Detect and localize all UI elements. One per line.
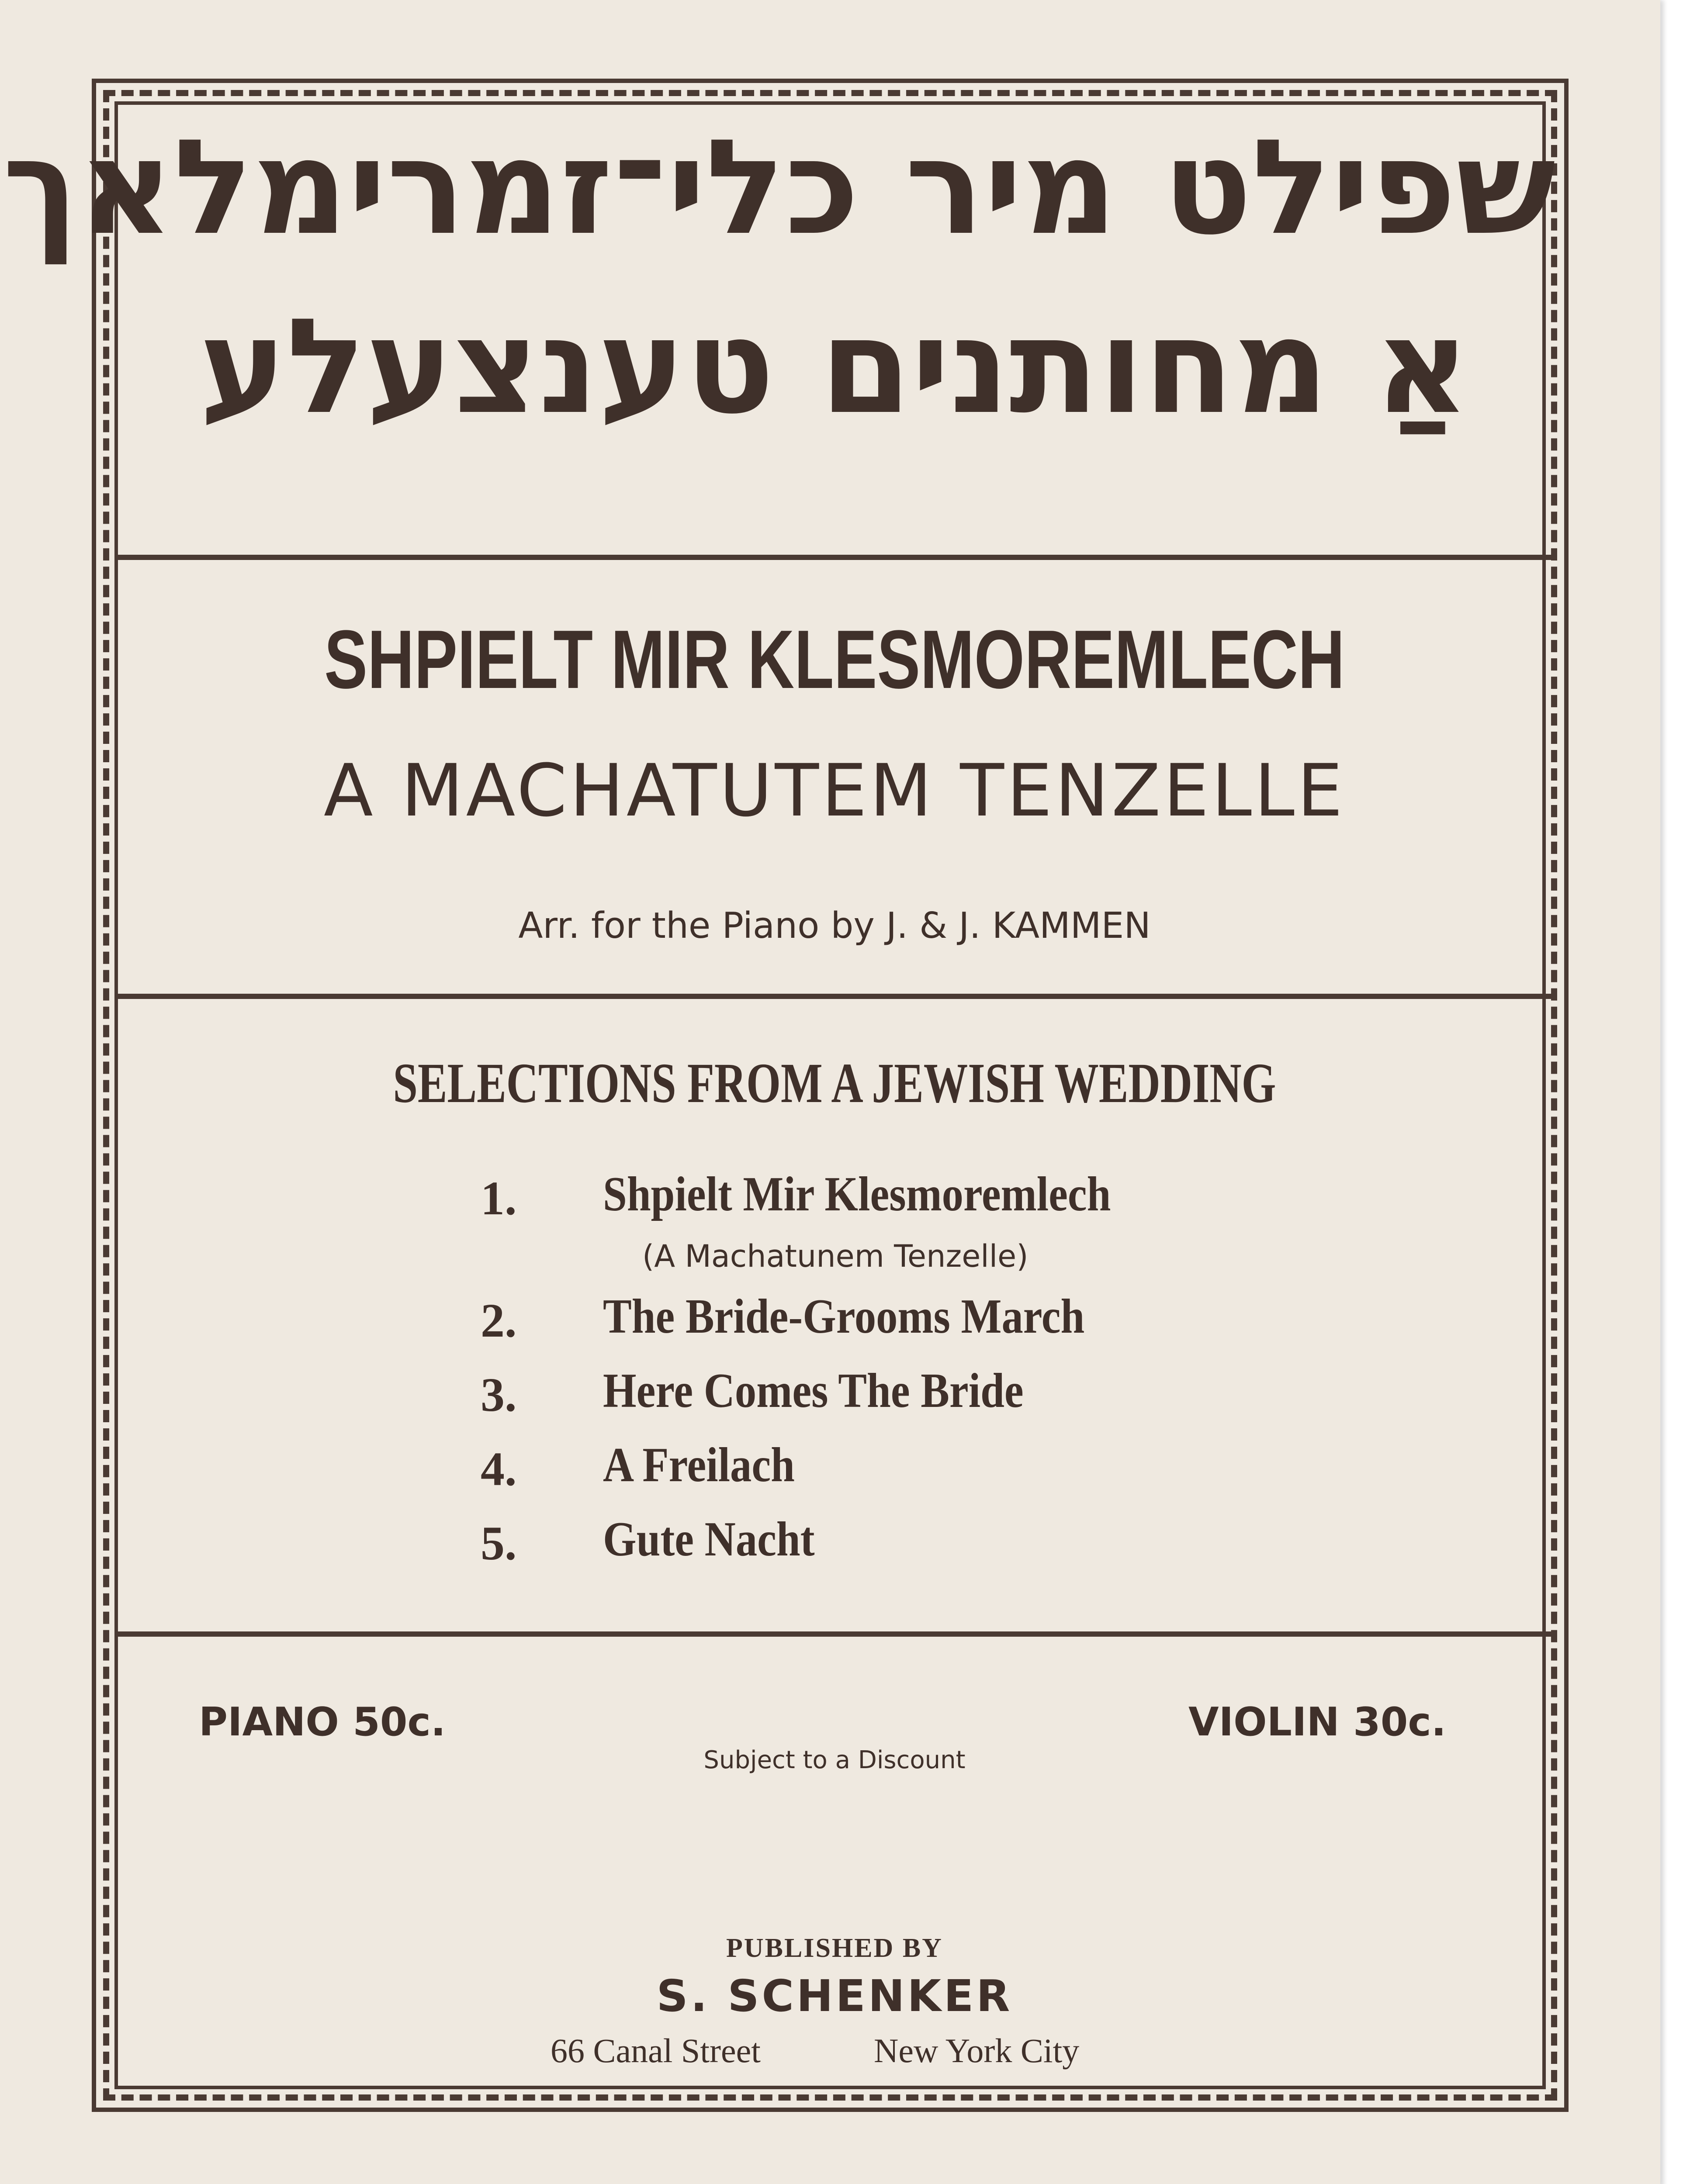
list-item-subtitle: (A Machatunem Tenzelle) — [642, 1238, 1028, 1274]
list-item-title: Gute Nacht — [603, 1512, 815, 1566]
hebrew-title-line-2: אַ מחותנים טענצעלע — [199, 290, 1470, 443]
price-violin: VIOLIN 30c. — [1188, 1699, 1446, 1745]
discount-note: Subject to a Discount — [703, 1746, 966, 1774]
divider-middle — [116, 994, 1553, 999]
list-item-title: Here Comes The Bride — [603, 1364, 1024, 1418]
list-item-number: 1. — [481, 1171, 517, 1225]
arranger-credit: Arr. for the Piano by J. & J. KAMMEN — [518, 905, 1151, 947]
selections-heading — [114, 1048, 1555, 1118]
divider-bottom — [116, 1631, 1553, 1637]
divider-top — [116, 555, 1553, 560]
list-item-number: 4. — [481, 1442, 517, 1496]
title-sub: A MACHATUTEM TENZELLE — [323, 749, 1346, 833]
title-main-text: SHPIELT MIR KLESMOREMLECH — [324, 613, 1345, 706]
publisher-city: New York City — [874, 2032, 1080, 2070]
list-item-title: A Freilach — [603, 1438, 795, 1492]
selections-heading-text: SELECTIONS FROM A JEWISH WEDDING — [393, 1052, 1276, 1115]
hebrew-title-line-1: שפילט מיר כלי־זמרימלאך — [2, 111, 1555, 264]
list-item-title: The Bride-Grooms March — [603, 1289, 1085, 1344]
list-item-number: 2. — [481, 1294, 517, 1347]
price-piano: PIANO 50c. — [199, 1699, 446, 1745]
title-main — [114, 612, 1555, 708]
list-item-number: 3. — [481, 1368, 517, 1421]
list-item-title: Shpielt Mir Klesmoremlech — [603, 1167, 1111, 1221]
list-item-number: 5. — [481, 1517, 517, 1570]
publisher-name: S. SCHENKER — [656, 1970, 1013, 2022]
publisher-street: 66 Canal Street — [551, 2032, 761, 2070]
published-by-label: PUBLISHED BY — [726, 1933, 943, 1963]
